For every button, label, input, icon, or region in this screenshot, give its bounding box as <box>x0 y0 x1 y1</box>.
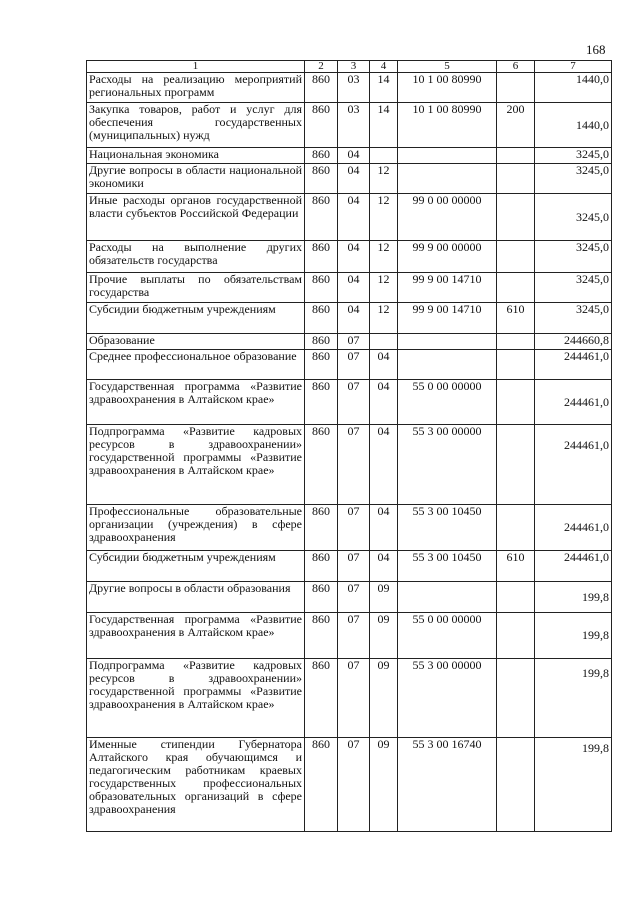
header-col-1: 1 <box>87 61 305 73</box>
row-section: 04 <box>338 194 370 241</box>
row-amount: 244461,0 <box>535 505 612 551</box>
row-target-item: 10 1 00 80990 <box>398 103 497 148</box>
row-ministry: 860 <box>305 659 338 738</box>
row-ministry: 860 <box>305 738 338 832</box>
row-target-item: 55 3 00 00000 <box>398 425 497 505</box>
row-ministry: 860 <box>305 103 338 148</box>
row-expense-type <box>497 164 535 194</box>
row-subsection: 04 <box>370 380 398 425</box>
row-target-item: 10 1 00 80990 <box>398 73 497 103</box>
row-subsection <box>370 148 398 164</box>
row-section: 07 <box>338 350 370 380</box>
header-col-3: 3 <box>338 61 370 73</box>
header-col-6: 6 <box>497 61 535 73</box>
row-subsection: 04 <box>370 425 398 505</box>
row-section: 03 <box>338 103 370 148</box>
table-row <box>87 659 612 738</box>
budget-table <box>86 60 612 832</box>
row-subsection: 14 <box>370 103 398 148</box>
row-amount: 199,8 <box>535 582 612 613</box>
row-section: 07 <box>338 334 370 350</box>
table-row <box>87 303 612 334</box>
row-expense-type <box>497 659 535 738</box>
row-expense-type <box>497 273 535 303</box>
row-section: 07 <box>338 380 370 425</box>
row-target-item: 55 0 00 00000 <box>398 613 497 659</box>
table-row <box>87 194 612 241</box>
row-expense-type <box>497 613 535 659</box>
table-row <box>87 505 612 551</box>
row-amount: 3245,0 <box>535 194 612 241</box>
row-ministry: 860 <box>305 273 338 303</box>
row-amount: 199,8 <box>535 659 612 738</box>
table-row <box>87 582 612 613</box>
row-target-item <box>398 164 497 194</box>
table-row <box>87 334 612 350</box>
row-expense-type <box>497 334 535 350</box>
row-target-item: 55 3 00 16740 <box>398 738 497 832</box>
row-subsection: 09 <box>370 613 398 659</box>
row-name: Расходы на выполнение других обязательств государства <box>87 241 305 273</box>
row-name: Государственная программа «Развитие здравоохранения в Алтайском крае» <box>87 613 305 659</box>
row-expense-type <box>497 194 535 241</box>
table-row <box>87 738 612 832</box>
row-amount: 244461,0 <box>535 380 612 425</box>
row-section: 04 <box>338 273 370 303</box>
row-expense-type: 610 <box>497 303 535 334</box>
row-amount: 244660,8 <box>535 334 612 350</box>
header-col-5: 5 <box>398 61 497 73</box>
row-ministry: 860 <box>305 73 338 103</box>
row-ministry: 860 <box>305 241 338 273</box>
row-ministry: 860 <box>305 425 338 505</box>
row-section: 07 <box>338 551 370 582</box>
row-target-item: 55 3 00 10450 <box>398 505 497 551</box>
row-ministry: 860 <box>305 582 338 613</box>
row-subsection: 12 <box>370 273 398 303</box>
row-subsection: 09 <box>370 738 398 832</box>
table-row <box>87 164 612 194</box>
row-name: Среднее профессиональное образование <box>87 350 305 380</box>
row-expense-type <box>497 505 535 551</box>
row-section: 07 <box>338 582 370 613</box>
row-section: 03 <box>338 73 370 103</box>
row-amount: 3245,0 <box>535 148 612 164</box>
row-expense-type <box>497 241 535 273</box>
row-name: Государственная программа «Развитие здравоохранения в Алтайском крае» <box>87 380 305 425</box>
row-section: 07 <box>338 505 370 551</box>
table-row <box>87 350 612 380</box>
row-expense-type: 200 <box>497 103 535 148</box>
row-amount: 3245,0 <box>535 241 612 273</box>
table-row <box>87 148 612 164</box>
table-row <box>87 551 612 582</box>
row-name: Именные стипендии Губернатора Алтайского края обучающимся и педагогическим работникам краевых государственных профессиональных образовательных организаций в сфере здравоохранения <box>87 738 305 832</box>
row-name: Образование <box>87 334 305 350</box>
row-subsection: 12 <box>370 303 398 334</box>
row-target-item <box>398 582 497 613</box>
row-name: Другие вопросы в области национальной экономики <box>87 164 305 194</box>
row-ministry: 860 <box>305 164 338 194</box>
row-target-item: 99 0 00 00000 <box>398 194 497 241</box>
row-target-item <box>398 350 497 380</box>
header-row <box>87 61 612 73</box>
row-amount: 244461,0 <box>535 350 612 380</box>
row-expense-type <box>497 148 535 164</box>
row-target-item <box>398 334 497 350</box>
row-ministry: 860 <box>305 303 338 334</box>
table-row <box>87 380 612 425</box>
row-amount: 244461,0 <box>535 551 612 582</box>
row-amount: 3245,0 <box>535 303 612 334</box>
row-name: Закупка товаров, работ и услуг для обеспечения государственных (муниципальных) нужд <box>87 103 305 148</box>
row-amount: 199,8 <box>535 738 612 832</box>
table-row <box>87 273 612 303</box>
row-section: 04 <box>338 148 370 164</box>
row-name: Субсидии бюджетным учреждениям <box>87 551 305 582</box>
header-col-4: 4 <box>370 61 398 73</box>
row-subsection: 09 <box>370 659 398 738</box>
row-section: 04 <box>338 241 370 273</box>
header-col-2: 2 <box>305 61 338 73</box>
row-expense-type <box>497 425 535 505</box>
row-name: Иные расходы органов государственной власти субъектов Российской Федерации <box>87 194 305 241</box>
header-col-7: 7 <box>535 61 612 73</box>
row-ministry: 860 <box>305 551 338 582</box>
table-row <box>87 425 612 505</box>
table-row <box>87 103 612 148</box>
row-target-item: 99 9 00 14710 <box>398 303 497 334</box>
row-ministry: 860 <box>305 194 338 241</box>
row-ministry: 860 <box>305 505 338 551</box>
row-target-item: 55 3 00 10450 <box>398 551 497 582</box>
row-subsection: 14 <box>370 73 398 103</box>
row-expense-type <box>497 582 535 613</box>
row-target-item <box>398 148 497 164</box>
table-row <box>87 241 612 273</box>
row-subsection: 12 <box>370 194 398 241</box>
table-row <box>87 613 612 659</box>
table-row <box>87 73 612 103</box>
row-section: 04 <box>338 303 370 334</box>
row-section: 04 <box>338 164 370 194</box>
row-name: Субсидии бюджетным учреждениям <box>87 303 305 334</box>
row-name: Профессиональные образовательные организации (учреждения) в сфере здравоохранения <box>87 505 305 551</box>
row-name: Расходы на реализацию мероприятий региональных программ <box>87 73 305 103</box>
row-name: Подпрограмма «Развитие кадровых ресурсов в здравоохранении» государственной программы «Развитие здравоохранения в Алтайском крае» <box>87 425 305 505</box>
row-section: 07 <box>338 425 370 505</box>
row-amount: 244461,0 <box>535 425 612 505</box>
row-amount: 3245,0 <box>535 164 612 194</box>
row-ministry: 860 <box>305 380 338 425</box>
row-expense-type <box>497 350 535 380</box>
row-ministry: 860 <box>305 334 338 350</box>
row-section: 07 <box>338 659 370 738</box>
row-target-item: 99 9 00 14710 <box>398 273 497 303</box>
row-ministry: 860 <box>305 613 338 659</box>
row-subsection <box>370 334 398 350</box>
row-section: 07 <box>338 613 370 659</box>
row-subsection: 04 <box>370 551 398 582</box>
row-target-item: 99 9 00 00000 <box>398 241 497 273</box>
row-ministry: 860 <box>305 148 338 164</box>
row-subsection: 12 <box>370 164 398 194</box>
row-amount: 3245,0 <box>535 273 612 303</box>
row-amount: 1440,0 <box>535 73 612 103</box>
row-name: Национальная экономика <box>87 148 305 164</box>
row-subsection: 12 <box>370 241 398 273</box>
row-name: Другие вопросы в области образования <box>87 582 305 613</box>
row-name: Прочие выплаты по обязательствам государства <box>87 273 305 303</box>
row-section: 07 <box>338 738 370 832</box>
row-expense-type: 610 <box>497 551 535 582</box>
row-subsection: 09 <box>370 582 398 613</box>
row-target-item: 55 3 00 00000 <box>398 659 497 738</box>
row-subsection: 04 <box>370 505 398 551</box>
row-amount: 199,8 <box>535 613 612 659</box>
row-amount: 1440,0 <box>535 103 612 148</box>
row-name: Подпрограмма «Развитие кадровых ресурсов в здравоохранении» государственной программы «Развитие здравоохранения в Алтайском крае» <box>87 659 305 738</box>
row-expense-type <box>497 380 535 425</box>
page-number: 168 <box>586 42 606 57</box>
row-ministry: 860 <box>305 350 338 380</box>
row-subsection: 04 <box>370 350 398 380</box>
row-expense-type <box>497 73 535 103</box>
row-expense-type <box>497 738 535 832</box>
row-target-item: 55 0 00 00000 <box>398 380 497 425</box>
